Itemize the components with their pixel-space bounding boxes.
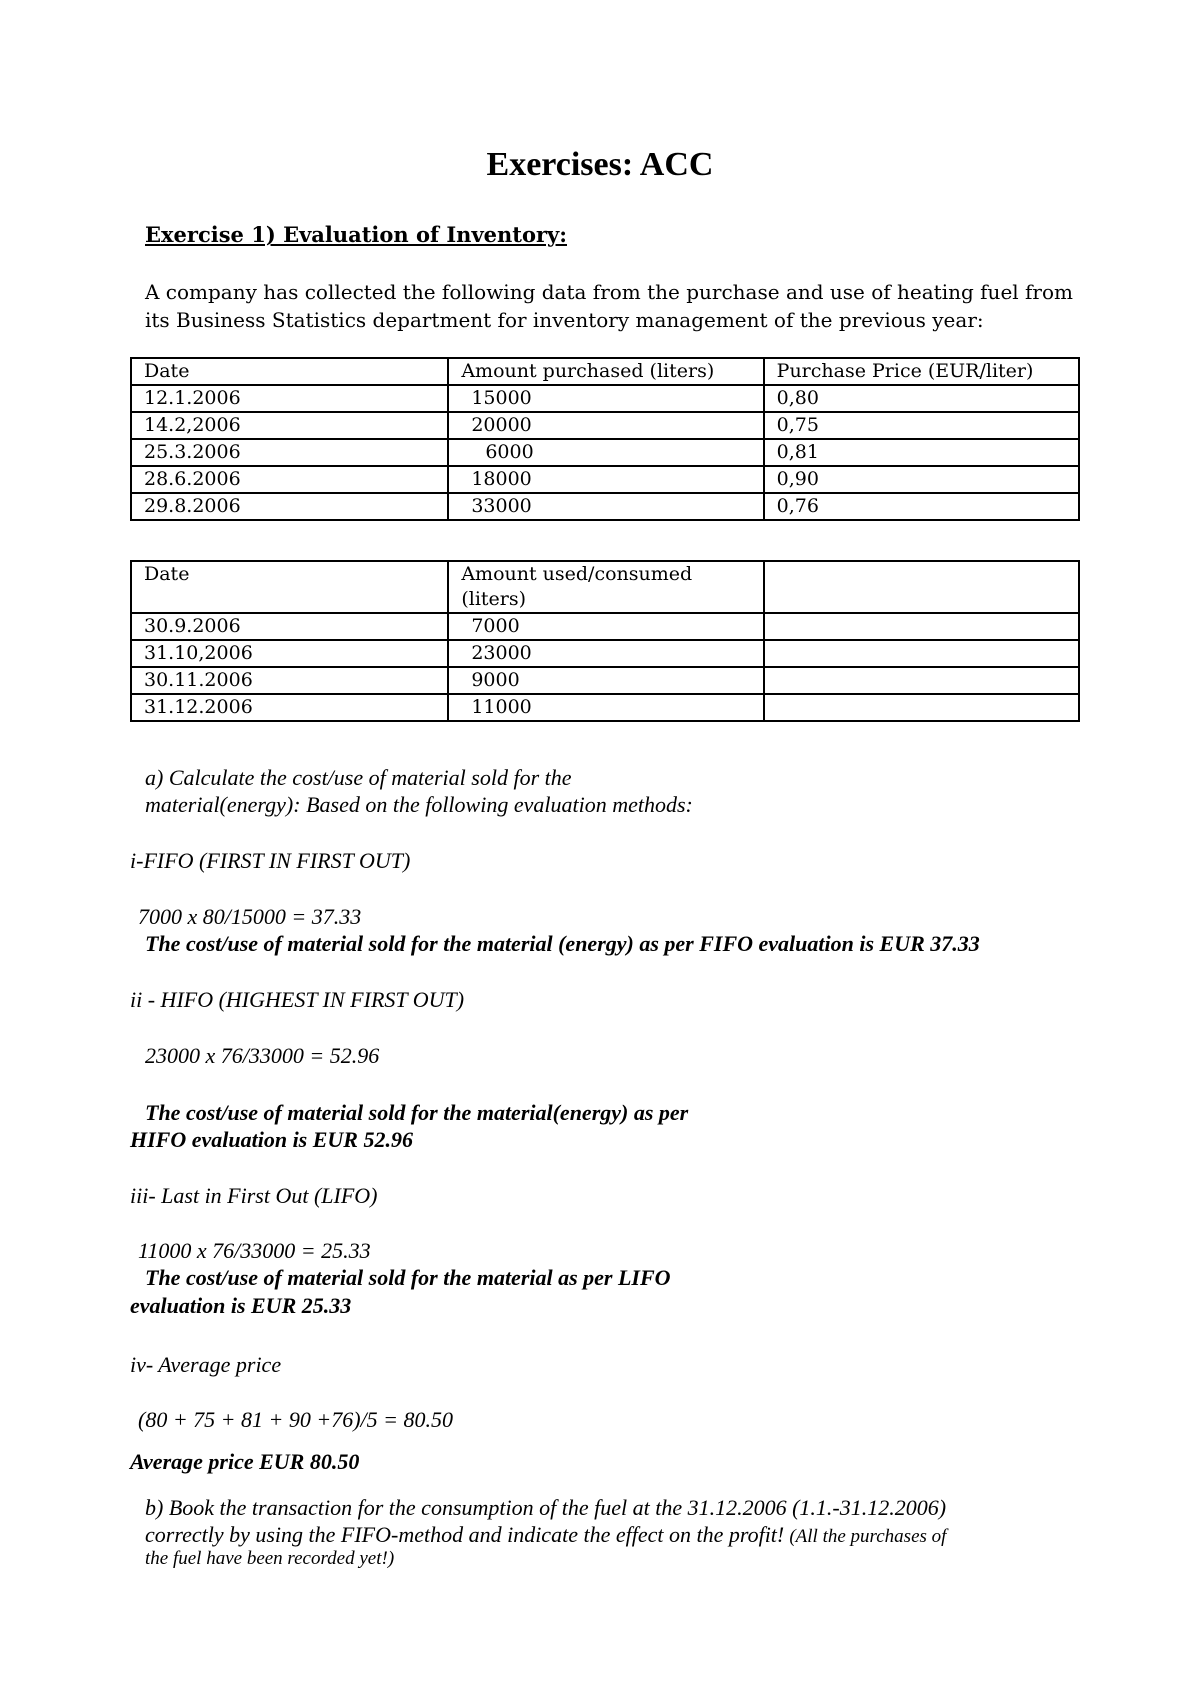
price-cell: 0,76 [764, 493, 1079, 520]
intro-line: its Business Statistics department for inventory management of the previous year: [145, 308, 984, 332]
intro-paragraph [145, 278, 1073, 334]
price-cell: 0,90 [764, 466, 1079, 493]
question-line: a) Calculate the cost/use of material sold for the [145, 765, 572, 790]
amount-cell: 20000 [448, 412, 763, 439]
header-cell: Purchase Price (EUR/liter) [764, 358, 1079, 385]
date-cell: 31.10,2006 [131, 640, 448, 667]
lifo-heading: iii- Last in First Out (LIFO) [130, 1183, 378, 1208]
table-header-row [131, 561, 1079, 613]
empty-cell [764, 613, 1079, 640]
header-cell: Date [131, 358, 448, 385]
table-row [131, 493, 1079, 520]
table-row [131, 439, 1079, 466]
empty-header-cell [764, 561, 1079, 613]
fifo-heading: i-FIFO (FIRST IN FIRST OUT) [130, 848, 411, 873]
table-row [131, 640, 1079, 667]
page-title: Exercises: ACC [486, 146, 714, 183]
intro-line: A company has collected the following data from the purchase and use of heating fuel from [145, 280, 1073, 304]
consumption-table [130, 560, 1080, 722]
lifo-calculation: 11000 x 76/33000 = 25.33 [138, 1238, 371, 1263]
price-cell: 0,80 [764, 385, 1079, 412]
question-b-line [145, 1522, 946, 1548]
date-cell: 30.11.2006 [131, 667, 448, 694]
amount-cell: 33000 [448, 493, 763, 520]
lifo-answer-line: The cost/use of material sold for the material as per LIFO [145, 1265, 671, 1290]
hifo-answer-line: The cost/use of material sold for the material(energy) as per [145, 1100, 689, 1125]
header-line: Amount used/consumed [461, 563, 693, 585]
amount-cell: 18000 [448, 466, 763, 493]
hifo-calculation: 23000 x 76/33000 = 52.96 [145, 1043, 380, 1068]
question-line: material(energy): Based on the following evaluation methods: [145, 792, 693, 817]
average-heading: iv- Average price [130, 1352, 282, 1377]
table-row [131, 412, 1079, 439]
fifo-answer: The cost/use of material sold for the material (energy) as per FIFO evaluation is EUR 37.33 [145, 931, 980, 956]
table-row [131, 694, 1079, 721]
hifo-heading: ii - HIFO (HIGHEST IN FIRST OUT) [130, 987, 465, 1012]
date-cell: 29.8.2006 [131, 493, 448, 520]
date-cell: 12.1.2006 [131, 385, 448, 412]
amount-cell: 9000 [448, 667, 763, 694]
table-row [131, 466, 1079, 493]
table-row [131, 667, 1079, 694]
empty-cell [764, 640, 1079, 667]
amount-cell: 11000 [448, 694, 763, 721]
date-cell: 25.3.2006 [131, 439, 448, 466]
header-cell: Amount purchased (liters) [448, 358, 763, 385]
amount-cell: 6000 [448, 439, 763, 466]
question-b-note: (All the purchases of [789, 1526, 947, 1547]
question-a [145, 764, 693, 818]
price-cell: 0,75 [764, 412, 1079, 439]
date-cell: 30.9.2006 [131, 613, 448, 640]
average-calculation: (80 + 75 + 81 + 90 +76)/5 = 80.50 [138, 1407, 453, 1432]
header-cell: Date [131, 561, 448, 613]
table-row [131, 613, 1079, 640]
amount-cell: 23000 [448, 640, 763, 667]
table-header-row [131, 358, 1079, 385]
question-b-line: b) Book the transaction for the consumption of the fuel at the 31.12.2006 (1.1.-31.12.2006) [145, 1495, 947, 1520]
date-cell: 14.2,2006 [131, 412, 448, 439]
date-cell: 28.6.2006 [131, 466, 448, 493]
fifo-calculation: 7000 x 80/15000 = 37.33 [138, 904, 362, 929]
purchases-table [130, 357, 1080, 521]
header-line: (liters) [461, 588, 527, 610]
question-b-note-line: the fuel have been recorded yet!) [145, 1548, 395, 1569]
hifo-answer-line: HIFO evaluation is EUR 52.96 [130, 1127, 413, 1152]
lifo-answer-line: evaluation is EUR 25.33 [130, 1293, 352, 1318]
empty-cell [764, 694, 1079, 721]
date-cell: 31.12.2006 [131, 694, 448, 721]
header-cell [448, 561, 763, 613]
exercise-heading: Exercise 1) Evaluation of Inventory: [145, 222, 567, 247]
amount-cell: 7000 [448, 613, 763, 640]
table-row [131, 385, 1079, 412]
average-answer: Average price EUR 80.50 [130, 1449, 360, 1474]
empty-cell [764, 667, 1079, 694]
price-cell: 0,81 [764, 439, 1079, 466]
question-b-text: correctly by using the FIFO-method and indicate the effect on the profit! [145, 1522, 785, 1547]
amount-cell: 15000 [448, 385, 763, 412]
